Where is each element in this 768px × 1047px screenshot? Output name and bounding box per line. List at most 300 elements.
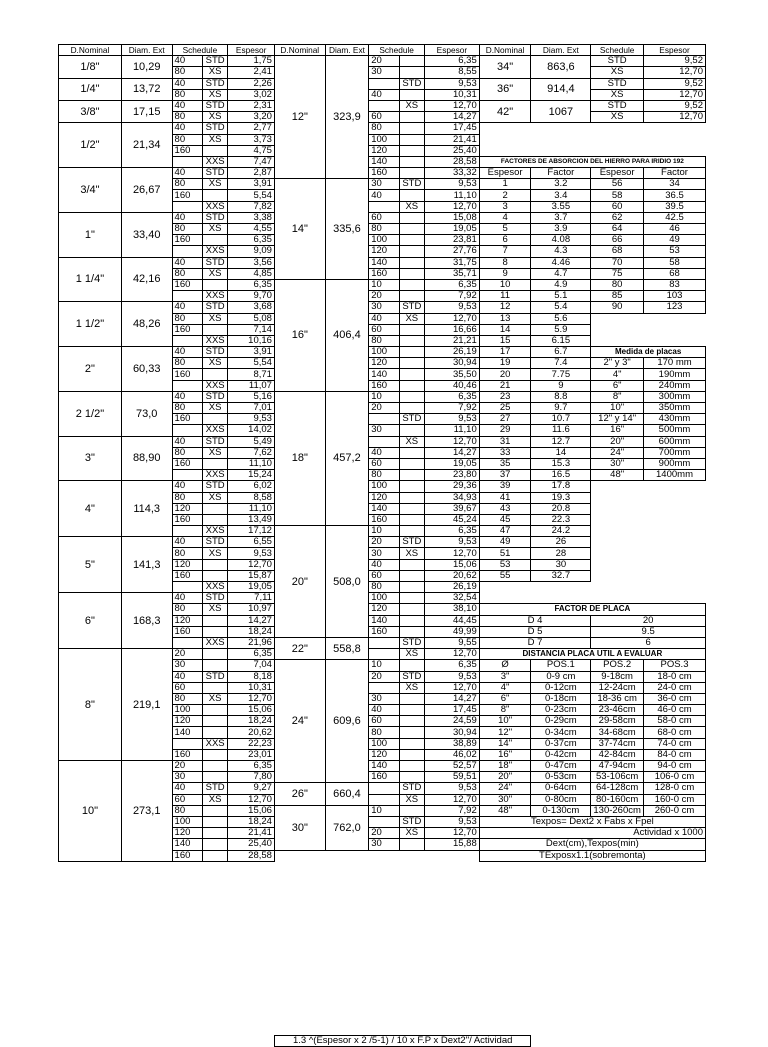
schedule-class: XS [399,794,424,805]
empty-cell [121,984,172,994]
schedule-class: STD [591,78,644,89]
empty-cell [479,923,531,933]
schedule-class: XS [399,313,424,324]
absorption-thickness: 75 [591,268,644,279]
schedule-number: 160 [172,145,202,156]
outer-diameter: 48,26 [121,302,172,347]
schedule-number: 20 [369,403,399,414]
empty-cell [121,933,172,943]
schedule-number: 120 [369,246,399,257]
schedule-number [172,380,202,391]
wall-thickness: 30,94 [425,358,480,369]
empty-cell [479,984,531,994]
schedule-number: 100 [369,738,399,749]
schedule-class: STD [202,436,227,447]
empty-cell [172,1035,202,1046]
empty-cell [274,892,325,902]
empty-cell [399,913,424,923]
empty-cell [274,953,325,963]
schedule-number: 140 [172,839,202,850]
distancia-value: 18-36 cm [591,693,644,704]
schedule-class: XS [399,548,424,559]
wall-thickness: 14,27 [425,112,480,123]
empty-cell [202,913,227,923]
schedule-number: 160 [172,850,202,861]
empty-cell [591,872,644,882]
schedule-number [172,246,202,257]
wall-thickness: 4,55 [228,224,275,235]
schedule-number: 120 [172,828,202,839]
empty-cell [172,953,202,963]
nominal-diameter: 1 1/4" [59,257,122,302]
empty-cell [399,933,424,943]
empty-cell [228,892,275,902]
wall-thickness: 9,53 [425,78,480,89]
outer-diameter: 17,15 [121,100,172,122]
column-header: Diam. Ext [531,45,591,56]
distancia-value: 16" [479,749,531,760]
absorption-thickness: 5 [479,224,531,235]
empty-cell [121,923,172,933]
absorption-factor: 42.5 [644,212,706,223]
distancia-value: 94-0 cm [644,761,706,772]
nominal-diameter: 10" [59,761,122,862]
empty-cell [121,892,172,902]
schedule-class [399,56,424,67]
empty-cell [425,984,480,994]
absorption-factor: 19.3 [531,492,591,503]
empty-cell [644,923,706,933]
wall-thickness: 9,53 [228,414,275,425]
absorption-thickness: 25 [479,403,531,414]
schedule-class: XS [202,492,227,503]
absorption-thickness: 2 [479,190,531,201]
empty-cell [274,943,325,953]
factores-header: Espesor [479,168,531,179]
empty-cell [479,994,531,1004]
empty-cell [399,943,424,953]
distancia-value: 84-0 cm [644,749,706,760]
schedule-number: 120 [369,358,399,369]
empty-cell [479,1025,531,1036]
schedule-number: 40 [369,190,399,201]
wall-thickness: 6,35 [228,649,275,660]
empty-cell [531,953,591,963]
absorption-thickness: 80 [591,279,644,290]
absorption-thickness: 53 [479,559,531,570]
schedule-number: 40 [172,56,202,67]
empty-cell [479,1004,531,1014]
wall-thickness: 5,54 [228,190,275,201]
absorption-factor: 34 [644,179,706,190]
schedule-class [202,626,227,637]
nominal-diameter: 1/4" [59,78,122,100]
absorption-factor: 103 [644,291,706,302]
schedule-class [202,514,227,525]
schedule-class: STD [399,302,424,313]
empty-cell [121,964,172,974]
empty-cell [479,913,531,923]
schedule-class: STD [202,168,227,179]
distancia-value: 0-23cm [531,705,591,716]
plate-size: 700mm [644,447,706,458]
distancia-value: 10" [479,716,531,727]
empty-cell [531,933,591,943]
empty-cell [399,1025,424,1036]
schedule-class: STD [202,100,227,111]
wall-thickness: 12,70 [425,649,480,660]
empty-cell [325,984,369,994]
wall-thickness: 6,35 [425,279,480,290]
empty-cell [325,850,369,861]
schedule-class [399,761,424,772]
wall-thickness: 12,70 [425,828,480,839]
schedule-number: 80 [172,112,202,123]
wall-thickness: 4,85 [228,268,275,279]
schedule-class [399,492,424,503]
wall-thickness: 52,57 [425,761,480,772]
absorption-factor: 12.7 [531,436,591,447]
schedule-number: 10 [369,660,399,671]
empty-cell [425,872,480,882]
wall-thickness: 30,94 [425,727,480,738]
empty-cell [325,974,369,984]
absorption-thickness: 13 [479,313,531,324]
schedule-class: STD [399,179,424,190]
empty-cell [274,902,325,912]
plate-factor: 9.5 [591,626,706,637]
wall-thickness: 6,35 [228,235,275,246]
plate-diameter: 4" [591,369,644,380]
nominal-diameter: 4" [59,481,122,537]
schedule-class: STD [202,212,227,223]
empty-cell [325,964,369,974]
empty-cell [399,984,424,994]
absorption-thickness: 17 [479,347,531,358]
wall-thickness: 7,01 [228,403,275,414]
formula-line: Texpos= Dext2 x Fabs x Fpel [479,816,705,827]
plate-diameter: 8" [591,391,644,402]
empty-cell [425,892,480,902]
empty-cell [59,984,122,994]
absorption-factor: 6.15 [531,335,591,346]
wall-thickness: 2,77 [228,123,275,134]
empty-cell [425,933,480,943]
schedule-class [399,503,424,514]
schedule-number: 10 [369,279,399,290]
wall-thickness: 6,55 [228,537,275,548]
absorption-thickness: 66 [591,235,644,246]
empty-cell [274,882,325,892]
empty-cell [644,892,706,902]
absorption-factor: 26 [531,537,591,548]
empty-cell [202,861,227,872]
distancia-value: 53-106cm [591,772,644,783]
wall-thickness: 12,70 [425,794,480,805]
schedule-class [399,716,424,727]
empty-cell [325,913,369,923]
empty-cell [591,933,644,943]
schedule-number: 30 [369,693,399,704]
wall-thickness: 25,40 [228,839,275,850]
schedule-number: 40 [172,347,202,358]
schedule-class [399,123,424,134]
nominal-diameter: 36" [479,78,531,100]
schedule-class: STD [202,347,227,358]
empty-cell [399,953,424,963]
wall-thickness: 13,49 [228,514,275,525]
schedule-number [172,738,202,749]
wall-thickness: 32,54 [425,593,480,604]
empty-cell [228,1015,275,1025]
plate-size: 500mm [644,425,706,436]
wall-thickness: 15,06 [228,805,275,816]
absorption-thickness: 29 [479,425,531,436]
schedule-number [369,78,399,89]
empty-cell [228,923,275,933]
column-header: Espesor [228,45,275,56]
absorption-factor: 3.9 [531,224,591,235]
schedule-class: STD [399,637,424,648]
absorption-factor: 3.7 [531,212,591,223]
empty-cell [325,1004,369,1014]
wall-thickness: 11,10 [425,425,480,436]
schedule-number: 80 [172,604,202,615]
empty-cell [202,892,227,902]
absorption-factor: 49 [644,235,706,246]
empty-cell [644,943,706,953]
wall-thickness: 38,89 [425,738,480,749]
empty-cell [121,1015,172,1025]
empty-cell [325,872,369,882]
wall-thickness: 12,70 [425,436,480,447]
outer-diameter: 660,4 [325,783,369,805]
empty-cell [591,1004,644,1014]
empty-cell [202,1025,227,1036]
schedule-class: XS [202,112,227,123]
schedule-number: 40 [172,212,202,223]
plate-factor: 20 [591,615,706,626]
empty-cell [531,913,591,923]
schedule-class [399,805,424,816]
empty-cell [59,994,122,1004]
distancia-value: 0-53cm [531,772,591,783]
schedule-class [399,514,424,525]
outer-diameter: 762,0 [325,805,369,850]
empty-cell [228,933,275,943]
schedule-number: 20 [172,761,202,772]
schedule-class [399,67,424,78]
schedule-number: 120 [172,559,202,570]
wall-thickness: 11,10 [228,503,275,514]
distancia-value: 0-12cm [531,682,591,693]
schedule-class: STD [202,56,227,67]
empty-cell [591,943,644,953]
empty-cell [121,974,172,984]
schedule-class: XXS [202,380,227,391]
wall-thickness: 8,71 [228,369,275,380]
schedule-number: 160 [172,369,202,380]
wall-thickness: 46,02 [425,749,480,760]
distancia-value: 130-260cm [591,805,644,816]
schedule-number: 80 [172,447,202,458]
absorption-thickness: 70 [591,257,644,268]
empty-cell [644,1025,706,1036]
schedule-class [399,705,424,716]
schedule-class [399,626,424,637]
distancia-header: POS.2 [591,660,644,671]
schedule-number: 40 [172,481,202,492]
schedule-class [399,246,424,257]
outer-diameter: 26,67 [121,168,172,213]
empty-cell [644,974,706,984]
schedule-class: STD [202,671,227,682]
empty-cell [228,994,275,1004]
absorption-thickness: 12 [479,302,531,313]
wall-thickness: 18,24 [228,626,275,637]
schedule-number [369,414,399,425]
distancia-value: 0-18cm [531,693,591,704]
schedule-number: 160 [172,458,202,469]
schedule-number [172,201,202,212]
schedule-number [172,291,202,302]
nominal-diameter: 20" [274,526,325,638]
empty-cell [274,974,325,984]
empty-cell [425,994,480,1004]
absorption-thickness: 49 [479,537,531,548]
distancia-value: 14" [479,738,531,749]
empty-cell [274,984,325,994]
empty-cell [531,1015,591,1025]
nominal-diameter: 2" [59,347,122,392]
schedule-class: STD [202,257,227,268]
wall-thickness: 16,66 [425,324,480,335]
schedule-class [202,414,227,425]
empty-cell [172,933,202,943]
empty-cell [202,974,227,984]
distancia-value: 0-42cm [531,749,591,760]
wall-thickness: 6,35 [425,391,480,402]
schedule-class [399,168,424,179]
schedule-number: 60 [369,324,399,335]
schedule-number: 80 [369,335,399,346]
outer-diameter: 508,0 [325,526,369,638]
empty-cell [274,1004,325,1014]
wall-thickness: 7,92 [425,403,480,414]
schedule-class [399,772,424,783]
absorption-thickness: 11 [479,291,531,302]
empty-cell [479,933,531,943]
schedule-number: 100 [369,134,399,145]
absorption-factor: 68 [644,268,706,279]
absorption-factor: 5.9 [531,324,591,335]
wall-thickness: 26,19 [425,582,480,593]
schedule-number: 20 [369,671,399,682]
schedule-number: 80 [172,693,202,704]
schedule-class [399,347,424,358]
distancia-value: 48" [479,805,531,816]
empty-cell [59,1004,122,1014]
absorption-thickness: 7 [479,246,531,257]
plate-diameter: 12" y 14" [591,414,644,425]
empty-cell [202,943,227,953]
empty-cell [369,994,399,1004]
absorption-factor: 32.7 [531,570,591,581]
column-header: Espesor [644,45,706,56]
empty-cell [274,923,325,933]
outer-diameter: 114,3 [121,481,172,537]
empty-cell [274,1025,325,1036]
wall-thickness: 12,70 [425,100,480,111]
schedule-number: 80 [172,134,202,145]
schedule-class: XS [399,828,424,839]
distancia-value: 68-0 cm [644,727,706,738]
schedule-class [399,380,424,391]
schedule-number: 160 [369,268,399,279]
empty-cell [399,892,424,902]
empty-cell [399,1015,424,1025]
schedule-number: 100 [369,593,399,604]
empty-cell [325,923,369,933]
distancia-value: 37-74cm [591,738,644,749]
empty-cell [172,882,202,892]
wall-thickness: 3,38 [228,212,275,223]
absorption-factor: 17.8 [531,481,591,492]
nominal-diameter: 22" [274,637,325,659]
empty-cell [369,1004,399,1014]
absorption-factor: 4.7 [531,268,591,279]
schedule-number: 20 [369,537,399,548]
schedule-class: STD [202,593,227,604]
plate-diameter: 6" [591,380,644,391]
empty-cell [369,943,399,953]
empty-cell [274,933,325,943]
distancia-header: POS.3 [644,660,706,671]
distancia-value: 36-0 cm [644,693,706,704]
plate-diameter: 24" [591,447,644,458]
absorption-factor: 4.3 [531,246,591,257]
empty-cell [591,1035,644,1046]
empty-cell [591,994,644,1004]
schedule-number: 160 [369,514,399,525]
empty-cell [399,902,424,912]
empty-cell [531,1035,591,1046]
absorption-thickness: 14 [479,324,531,335]
wall-thickness: 5,54 [228,358,275,369]
empty-cell [369,872,399,882]
schedule-number: 80 [369,123,399,134]
schedule-number: 160 [172,749,202,760]
absorption-thickness: 39 [479,481,531,492]
schedule-class [399,279,424,290]
empty-cell [202,964,227,974]
gap [479,582,705,604]
schedule-class: XS [399,649,424,660]
absorption-thickness: 85 [591,291,644,302]
absorption-factor: 7.4 [531,358,591,369]
nominal-diameter: 3/4" [59,168,122,213]
schedule-number: 30 [369,302,399,313]
schedule-class [202,615,227,626]
distancia-value: 0-130cm [531,805,591,816]
schedule-class: XXS [202,335,227,346]
absorption-factor: 28 [531,548,591,559]
schedule-class: XS [399,436,424,447]
absorption-thickness: 10 [479,279,531,290]
wall-thickness: 12,70 [644,67,706,78]
empty-cell [228,1035,275,1046]
wall-thickness: 9,09 [228,246,275,257]
